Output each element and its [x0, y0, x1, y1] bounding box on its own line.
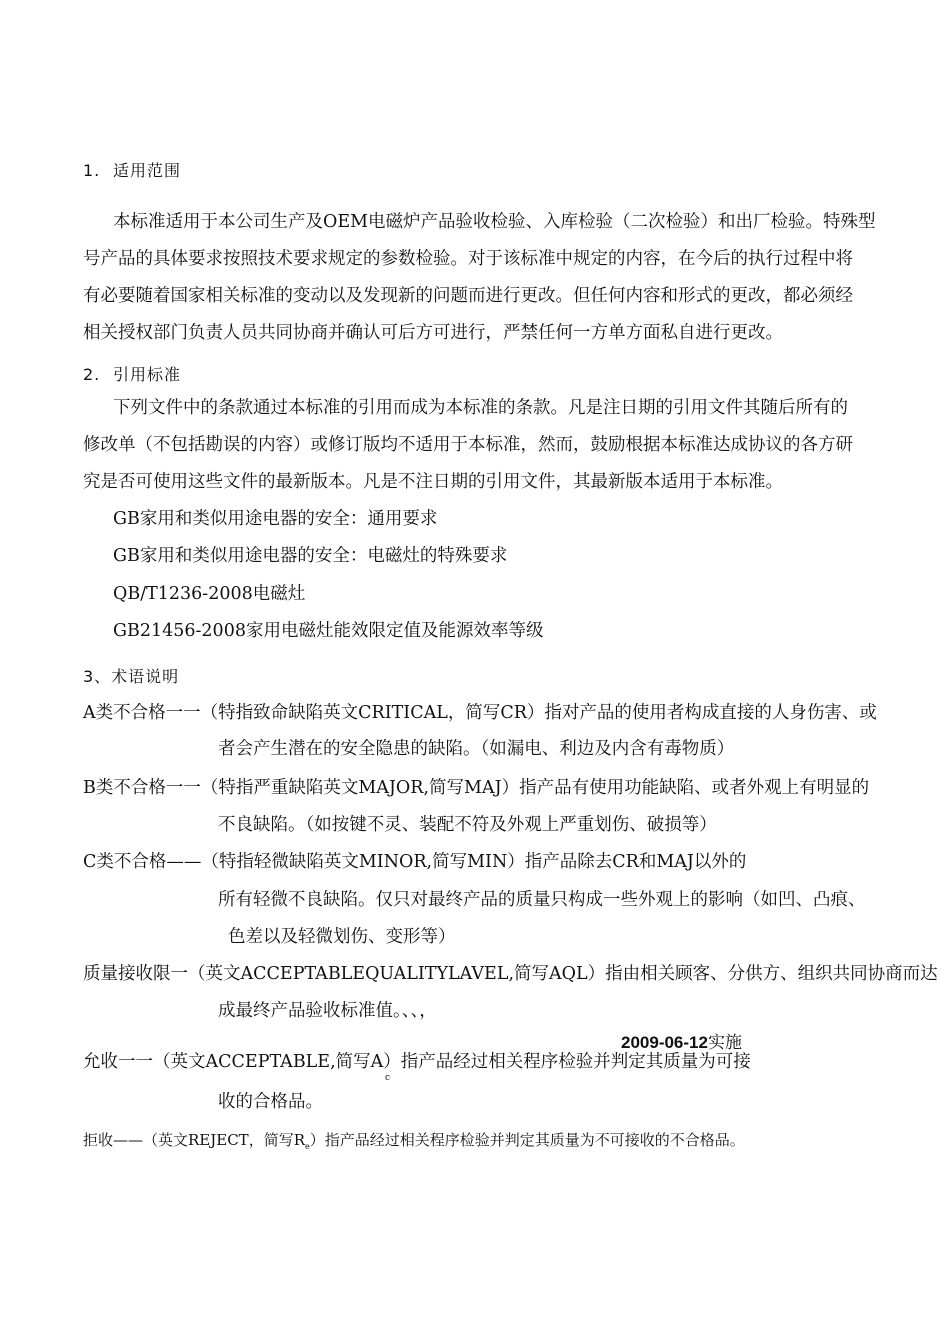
- term-reject-subscript: e: [304, 1142, 310, 1151]
- paragraph-line: 下列文件中的条款通过本标准的引用而成为本标准的条款。凡是注日期的引用文件其随后所有的: [113, 398, 848, 418]
- effective-date: [621, 1028, 742, 1053]
- term-aql-line: 成最终产品验收标准值。、、，: [218, 1001, 437, 1021]
- reference-item: GB家用和类似用途电器的安全：电磁灶的特殊要求: [113, 546, 508, 566]
- section-title: 引用标准: [113, 365, 182, 384]
- term-c-line: 色差以及轻微划伤、变形等）: [228, 927, 456, 947]
- section-1-heading: [83, 158, 181, 181]
- stray-mark: c: [385, 1073, 391, 1083]
- paragraph-line: 号产品的具体要求按照技术要求规定的参数检验。对于该标准中规定的内容，在今后的执行过程中将: [83, 249, 853, 269]
- term-reject-line: [83, 1129, 745, 1151]
- section-title: 适用范围: [113, 161, 182, 180]
- reference-item: GB家用和类似用途电器的安全：通用要求: [113, 509, 438, 529]
- paragraph-line: 本标准适用于本公司生产及OEM电磁炉产品验收检验、入库检验（二次检验）和出厂检验。特殊型: [113, 212, 876, 232]
- term-reject-suffix: ）指产品经过相关程序检验并判定其质量为不可接收的不合格品。: [309, 1131, 745, 1149]
- reference-item: QB/T1236-2008电磁灶: [113, 584, 306, 604]
- paragraph-line: 相关授权部门负责人员共同协商并确认可后方可进行，严禁任何一方单方面私自进行更改。: [83, 323, 783, 343]
- term-reject-prefix: 拒收——（英文REJECT，简写R: [83, 1131, 305, 1149]
- term-accept-line: 收的合格品。: [218, 1092, 323, 1112]
- effective-date-label: 实施: [707, 1033, 742, 1052]
- term-a-line: A类不合格一一（特指致命缺陷英文CRITICAL，简写CR）指对产品的使用者构成直接的人身伤害、或: [83, 703, 877, 723]
- section-number: 1.: [83, 161, 101, 180]
- term-a-line: 者会产生潜在的安全隐患的缺陷。（如漏电、利边及内含有毒物质）: [218, 739, 735, 759]
- term-accept-line: 允收一一（英文ACCEPTABLE,简写A）指产品经过相关程序检验并判定其质量为可接: [83, 1052, 751, 1072]
- section-number: 2.: [83, 365, 101, 384]
- reference-item: GB21456-2008家用电磁灶能效限定值及能源效率等级: [113, 621, 544, 641]
- paragraph-line: 究是否可使用这些文件的最新版本。凡是不注日期的引用文件，其最新版本适用于本标准。: [83, 472, 783, 492]
- term-b-line: 不良缺陷。（如按键不灵、装配不符及外观上严重划伤、破损等）: [218, 815, 717, 835]
- term-c-line: C类不合格——（特指轻微缺陷英文MINOR,简写MIN）指产品除去CR和MAJ以外的: [83, 852, 747, 872]
- section-2-heading: [83, 362, 181, 385]
- term-b-line: B类不合格一一（特指严重缺陷英文MAJOR,简写MAJ）指产品有使用功能缺陷、或者外观上有明显的: [83, 778, 870, 798]
- paragraph-line: 有必要随着国家相关标准的变动以及发现新的问题而进行更改。但任何内容和形式的更改，都必须经: [83, 286, 853, 306]
- term-aql-line: 质量接收限一（英文ACCEPTABLEQUALITYLAVEL,简写AQL）指由相关顾客、分供方、组织共同协商而达: [83, 964, 938, 984]
- section-3-heading: 3、术语说明: [83, 667, 180, 686]
- term-c-line: 所有轻微不良缺陷。仅只对最终产品的质量只构成一些外观上的影响（如凹、凸痕、: [218, 890, 866, 910]
- effective-date-value: 2009-06-12: [621, 1033, 708, 1052]
- paragraph-line: 修改单（不包括勘误的内容）或修订版均不适用于本标准，然而，鼓励根据本标准达成协议的各方研: [83, 435, 853, 455]
